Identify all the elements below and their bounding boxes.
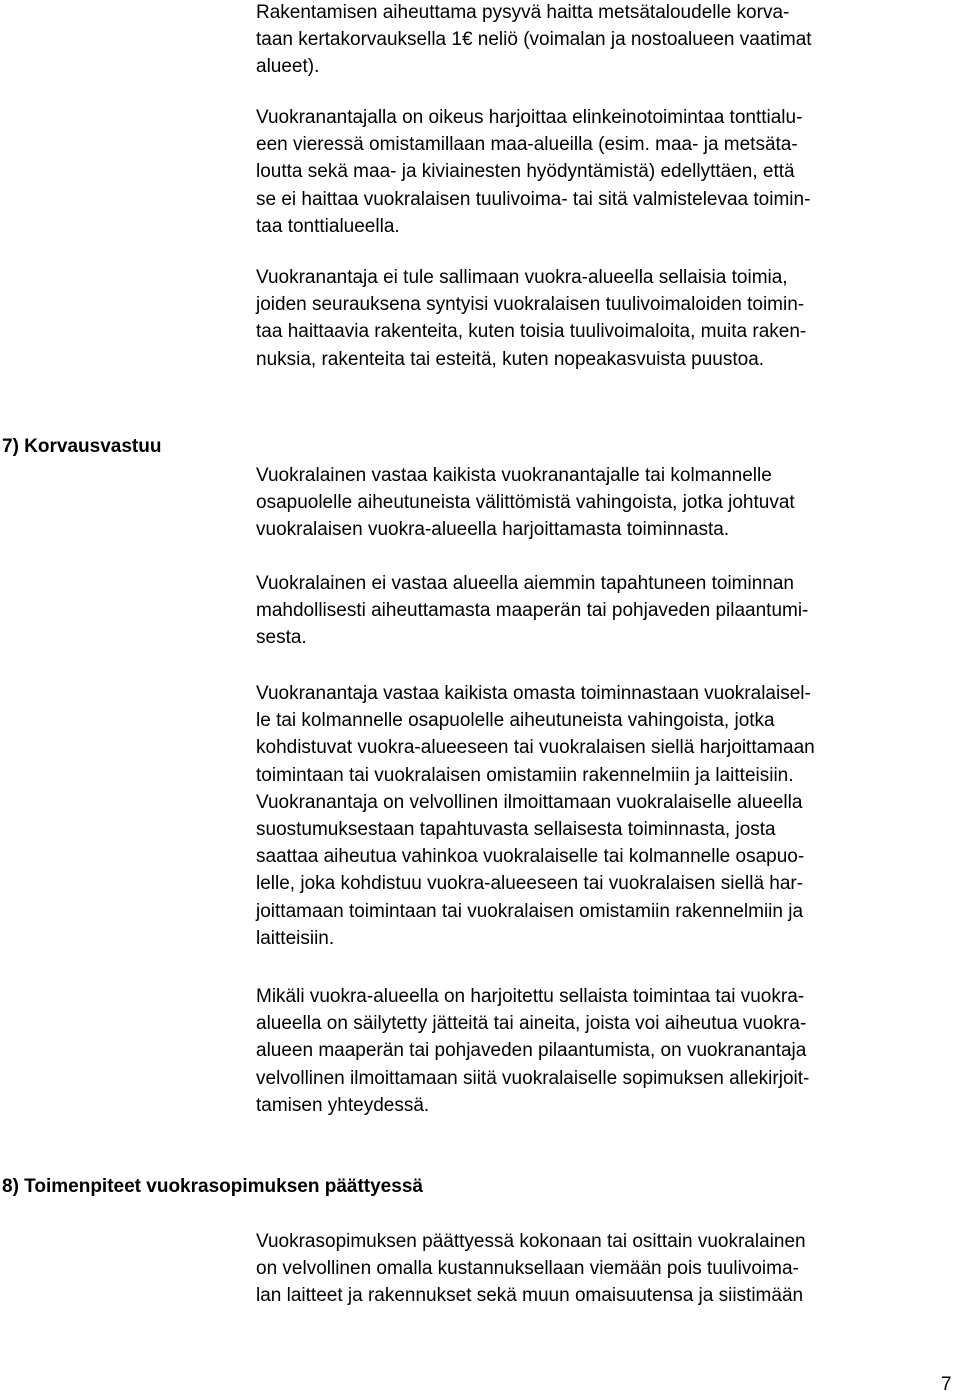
text-line: lelle, joka kohdistuu vuokra-alueeseen tai vuokralaisen siellä har- bbox=[256, 873, 804, 895]
text-line: nuksia, rakenteita tai esteitä, kuten nopeakasvuista puustoa. bbox=[256, 348, 765, 370]
text-line: taan kertakorvauksella 1€ neliö (voimalan ja nostoalueen vaatimat bbox=[256, 29, 812, 51]
text-line: Vuokralainen vastaa kaikista vuokranantajalle tai kolmannelle bbox=[256, 465, 772, 486]
text-line: taa haittaavia rakenteita, kuten toisia tuulivoimaloita, muita raken- bbox=[256, 321, 807, 343]
text-line: vuokralaisen vuokra-alueella harjoittamasta toiminnasta. bbox=[256, 519, 730, 541]
text-line: alueella on säilytetty jätteitä tai aineita, joista voi aiheutua vuokra- bbox=[256, 1013, 807, 1035]
paragraph-7 bbox=[256, 983, 960, 1119]
section-heading-toimenpiteet: 8) Toimenpiteet vuokrasopimuksen päättyessä bbox=[2, 1176, 423, 1197]
text-line: kohdistuvat vuokra-alueeseen tai vuokralaisen siellä harjoittamaan bbox=[256, 737, 815, 759]
text-line: Rakentamisen aiheuttama pysyvä haitta metsätaloudelle korva- bbox=[256, 2, 790, 23]
text-line: osapuolelle aiheutuneista välittömistä vahingoista, jotka johtuvat bbox=[256, 492, 795, 514]
text-line: Vuokranantaja on velvollinen ilmoittamaan vuokralaiselle alueella bbox=[256, 791, 803, 813]
paragraph-5 bbox=[256, 570, 960, 652]
section-heading-korvausvastuu: 7) Korvausvastuu bbox=[2, 436, 162, 457]
text-line: mahdollisesti aiheuttamasta maaperän tai pohjaveden pilaantumi- bbox=[256, 600, 809, 622]
text-line: Vuokrasopimuksen päättyessä kokonaan tai osittain vuokralainen bbox=[256, 1231, 806, 1252]
paragraph-6 bbox=[256, 680, 960, 952]
text-line: suostumuksestaan tapahtuvasta sellaisesta toiminnasta, josta bbox=[256, 819, 776, 841]
paragraph-1 bbox=[256, 0, 960, 81]
paragraph-2 bbox=[256, 104, 960, 240]
text-line: Mikäli vuokra-alueella on harjoitettu sellaista toimintaa tai vuokra- bbox=[256, 986, 805, 1007]
text-line: joittamaan toimintaan tai vuokralaisen omistamiin rakennelmiin ja bbox=[256, 900, 804, 922]
text-line: laitteisiin. bbox=[256, 927, 335, 949]
text-line: saattaa aiheutua vahinkoa vuokralaiselle tai kolmannelle osapuo- bbox=[256, 846, 805, 868]
text-line: lan laitteet ja rakennukset sekä muun omaisuutensa ja siistimään bbox=[256, 1285, 804, 1307]
text-line: on velvollinen omalla kustannuksellaan viemään pois tuulivoima- bbox=[256, 1258, 799, 1280]
text-line: alueen maaperän tai pohjaveden pilaantumista, on vuokranantaja bbox=[256, 1040, 807, 1062]
page-number: 7 bbox=[941, 1374, 952, 1395]
text-line: le tai kolmannelle osapuolelle aiheutuneista vahingoista, jotka bbox=[256, 710, 775, 732]
text-line: loutta sekä maa- ja kiviainesten hyödyntämistä) edellyttäen, että bbox=[256, 161, 795, 183]
text-line: Vuokranantaja vastaa kaikista omasta toiminnastaan vuokralaisel- bbox=[256, 683, 811, 704]
text-line: sesta. bbox=[256, 627, 307, 649]
text-line: Vuokralainen ei vastaa alueella aiemmin tapahtuneen toiminnan bbox=[256, 573, 794, 594]
text-line: velvollinen ilmoittamaan siitä vuokralaiselle sopimuksen allekirjoit- bbox=[256, 1067, 810, 1089]
text-line: toimintaan tai vuokralaisen omistamiin rakennelmiin ja laitteisiin. bbox=[256, 764, 794, 786]
text-line: tamisen yhteydessä. bbox=[256, 1094, 430, 1116]
text-line: taa tonttialueella. bbox=[256, 215, 400, 237]
text-line: alueet). bbox=[256, 56, 320, 78]
text-line: Vuokranantaja ei tule sallimaan vuokra-alueella sellaisia toimia, bbox=[256, 267, 788, 288]
text-line: een vieressä omistamillaan maa-alueilla (esim. maa- ja metsäta- bbox=[256, 134, 798, 156]
text-line: joiden seurauksena syntyisi vuokralaisen tuulivoimaloiden toimin- bbox=[256, 294, 805, 316]
paragraph-8 bbox=[256, 1228, 960, 1310]
paragraph-4 bbox=[256, 462, 960, 544]
text-line: Vuokranantajalla on oikeus harjoittaa elinkeinotoimintaa tonttialu- bbox=[256, 107, 803, 128]
paragraph-3 bbox=[256, 264, 960, 373]
text-line: se ei haittaa vuokralaisen tuulivoima- tai sitä valmistelevaa toimin- bbox=[256, 188, 811, 210]
